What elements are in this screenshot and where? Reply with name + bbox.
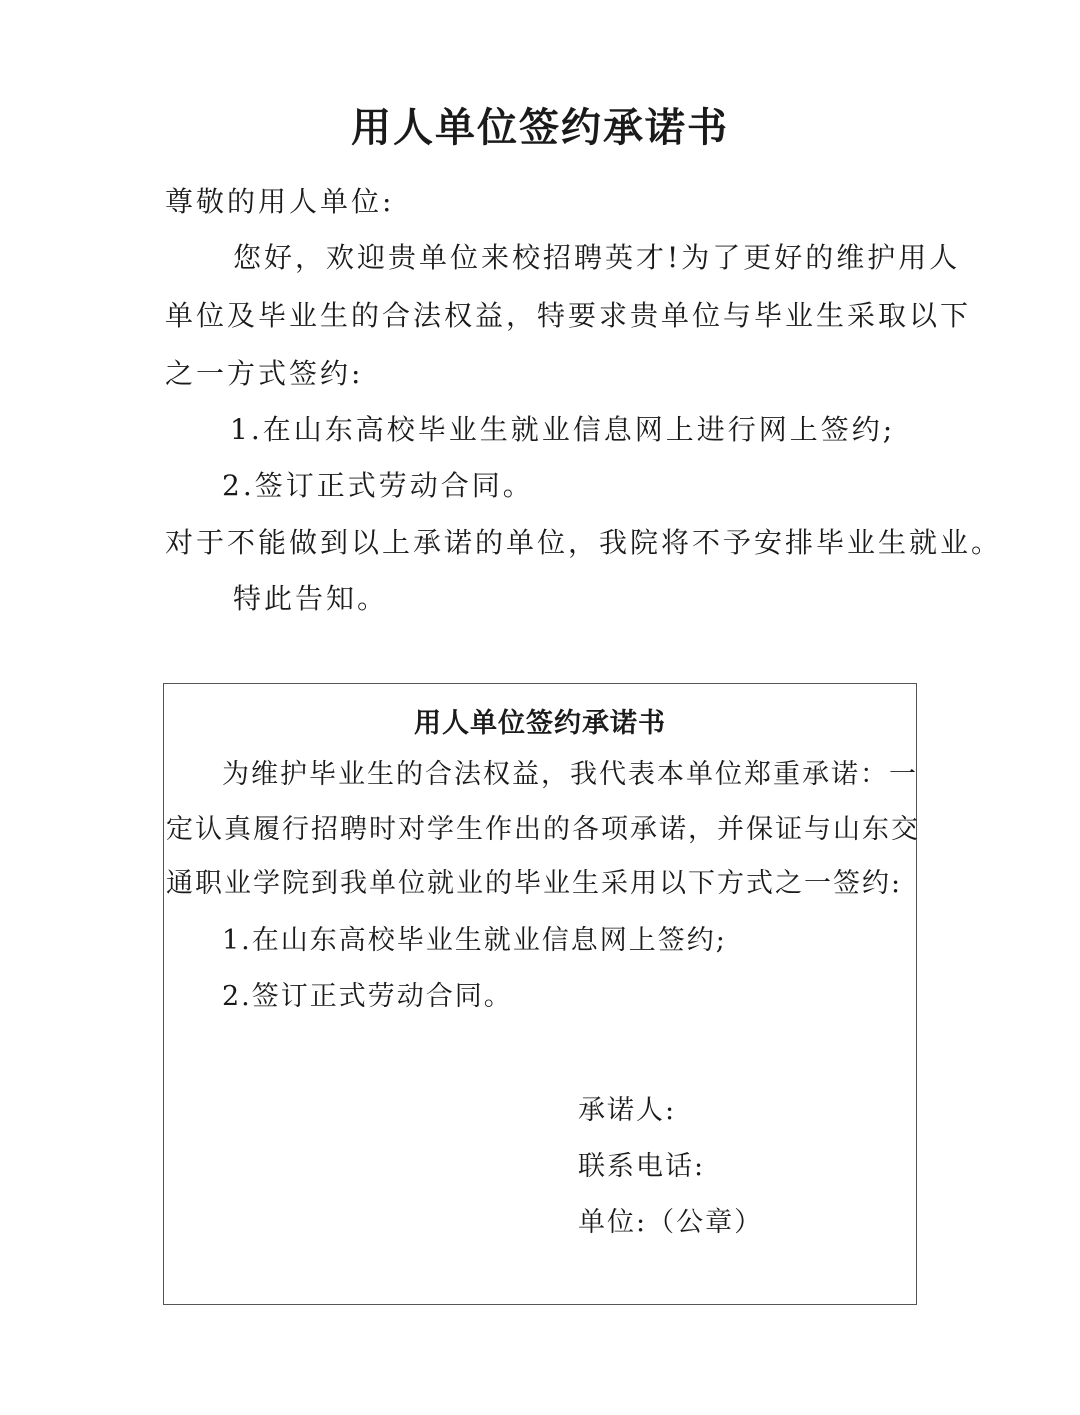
- form-option-2: 2.签订正式劳动合同。: [222, 981, 513, 1012]
- option-2: 2.签订正式劳动合同。: [222, 469, 534, 502]
- form-body-line-1: 为维护毕业生的合法权益，我代表本单位郑重承诺：一: [222, 759, 918, 790]
- form-option-1: 1.在山东高校毕业生就业信息网上签约;: [222, 925, 727, 956]
- option-1: 1.在山东高校毕业生就业信息网上进行网上签约;: [230, 413, 896, 446]
- form-body-line-3: 通职业学院到我单位就业的毕业生采用以下方式之一签约:: [166, 868, 903, 899]
- intro-line-3: 之一方式签约:: [165, 357, 364, 390]
- greeting: 尊敬的用人单位:: [165, 185, 395, 218]
- document-title: 用人单位签约承诺书: [351, 105, 729, 151]
- phone-label: 联系电话:: [578, 1151, 706, 1182]
- unit-seal-label: 单位:（公章）: [578, 1207, 764, 1238]
- promisor-label: 承诺人:: [578, 1095, 677, 1126]
- intro-line-1: 您好，欢迎贵单位来校招聘英才!为了更好的维护用人: [233, 241, 961, 274]
- warning-text: 对于不能做到以上承诺的单位，我院将不予安排毕业生就业。: [165, 526, 1003, 559]
- form-body-line-2: 定认真履行招聘时对学生作出的各项承诺，并保证与山东交: [166, 814, 920, 845]
- notice-text: 特此告知。: [233, 582, 389, 615]
- intro-line-2: 单位及毕业生的合法权益，特要求贵单位与毕业生采取以下: [165, 299, 972, 332]
- form-title: 用人单位签约承诺书: [414, 708, 666, 739]
- commitment-form-box: [163, 683, 920, 1305]
